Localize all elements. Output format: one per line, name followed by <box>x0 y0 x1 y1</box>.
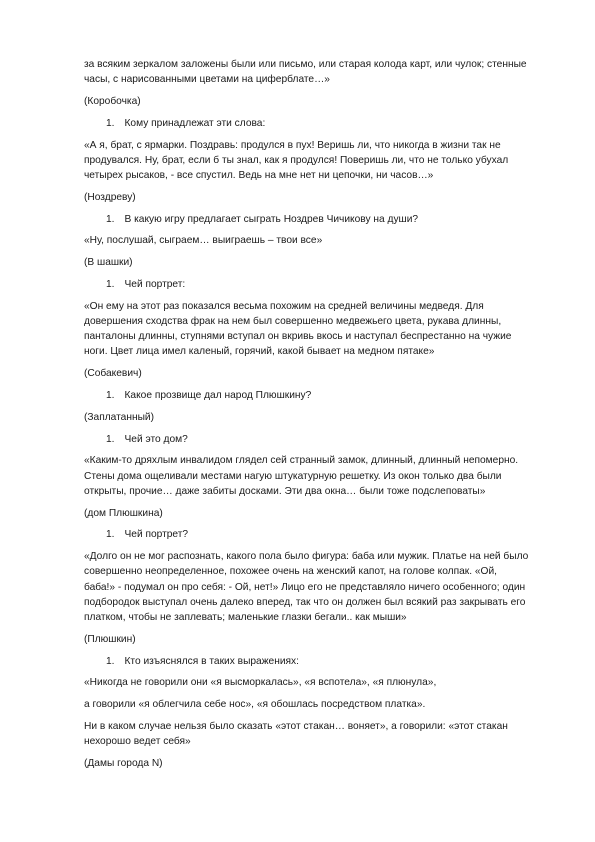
question-which-game <box>84 212 530 227</box>
answer-nozdrev <box>84 190 530 205</box>
text-line: довершения сходства фрак на нем был совершенно медвежьего цвета, рукава длинны, <box>84 315 502 327</box>
answer-plyushkin <box>84 632 530 647</box>
text-line: платком, чтобы не заплевать; маленькие глазки бегали.. как мыши» <box>84 611 407 623</box>
question-whose-portrait-2 <box>84 527 530 542</box>
text-line: совершенно неопределенное, похожее очень на женский капот, на голове колпак. «Ой, <box>84 566 497 578</box>
text-line: Стены дома ощеливали местами нагую штукатурную решетку. Из окон только два были <box>84 470 502 482</box>
question-text: Чей портрет: <box>124 278 186 290</box>
text-line: часы, с нарисованными цветами на циферблате…» <box>84 74 330 86</box>
answer-ladies <box>84 756 530 771</box>
answer-patched <box>84 410 530 425</box>
text-line: (Коробочка) <box>84 96 141 107</box>
text-line: ноги. Цвет лица имел каленый, горячий, какой бывает на медном пятаке» <box>84 346 435 358</box>
question-text: В какую игру предлагает сыграть Ноздрев Чичикову на души? <box>124 213 419 225</box>
text-line: Ни в каком случае нельзя было сказать «этот стакан… воняет», а говорили: «этот стакан <box>84 720 508 732</box>
text-line: (дом Плюшкина) <box>84 507 163 519</box>
quote-but-said <box>84 697 530 712</box>
list-number: 1. <box>106 433 115 445</box>
text-line: «Каким-то дряхлым инвалидом глядел сей странный замок, длинный, длинный непомерно. <box>84 455 519 467</box>
text-line: «Никогда не говорили они «я высморкалась», «я вспотела», «я плюнула», <box>84 677 437 689</box>
quote-from-fair <box>84 138 530 184</box>
answer-korobochka <box>84 94 530 109</box>
answer-checkers <box>84 255 530 270</box>
text-line: за всяким зеркалом заложены были или письмо, или старая колода карт, или чулок; стенные <box>84 59 527 70</box>
text-line: подбородок выступал очень далеко вперед, так что он должен был всякий раз закрывать его <box>84 596 526 608</box>
question-nickname <box>84 388 530 403</box>
text-line: «Он ему на этот раз показался весьма похожим на средней величины медведя. Для <box>84 300 484 312</box>
list-number: 1. <box>106 529 115 541</box>
question-whose-words <box>84 116 530 131</box>
text-line: открыты, прочие… даже забиты досками. Эти два окна… были тоже подслеповаты» <box>84 485 486 497</box>
quote-decrepit-castle <box>84 453 530 499</box>
list-number: 1. <box>106 213 115 225</box>
list-number: 1. <box>106 278 115 290</box>
text-line: продувался. Ну, брат, если б ты знал, как я продулся! Поверишь ли, что не только убухал <box>84 154 509 166</box>
text-line: «А я, брат, с ярмарки. Поздравь: продулся в пух! Веришь ли, что никогда в жизни так не <box>84 139 501 151</box>
text-line: «Ну, послушай, сыграем… выиграешь – твои все» <box>84 235 323 247</box>
text-line: нехорошо ведет себя» <box>84 736 191 748</box>
question-whose-portrait-1 <box>84 277 530 292</box>
text-line: баба!» - подумал он про себя: - Ой, нет!» Лицо его не представляло ничего особенного; один <box>84 581 526 593</box>
document-body <box>84 57 530 778</box>
text-line: (Заплатанный) <box>84 411 154 423</box>
list-number: 1. <box>106 117 115 129</box>
quote-figure-portrait <box>84 549 530 625</box>
quote-glass <box>84 719 530 749</box>
text-line: (Дамы города N) <box>84 757 163 769</box>
question-text: Чей это дом? <box>124 433 188 445</box>
text-line: (Плюшкин) <box>84 633 136 645</box>
quote-lets-play <box>84 233 530 248</box>
question-text: Кто изъяснялся в таких выражениях: <box>124 655 299 667</box>
question-text: Кому принадлежат эти слова: <box>124 117 266 129</box>
question-text: Чей портрет? <box>124 529 189 541</box>
quote-bear-portrait <box>84 299 530 360</box>
text-line: (Собакевич) <box>84 368 142 380</box>
text-line: а говорили «я облегчила себе нос», «я обошлась посредством платка». <box>84 699 426 711</box>
answer-sobakevich <box>84 366 530 381</box>
answer-plyushkin-house <box>84 506 530 521</box>
question-whose-house <box>84 432 530 447</box>
list-number: 1. <box>106 389 115 401</box>
text-line: (В шашки) <box>84 257 133 269</box>
list-number: 1. <box>106 655 115 667</box>
question-who-expressed <box>84 654 530 669</box>
quote-never-said <box>84 675 530 690</box>
text-line: «Долго он не мог распознать, какого пола было фигура: баба или мужик. Платье на ней было <box>84 551 529 563</box>
text-line: четырех рысаков, - все спустил. Ведь на мне нет ни цепочки, ни часов…» <box>84 170 434 181</box>
quote-mirror-lines <box>84 57 530 87</box>
text-line: панталоны длинны, ступнями вступал он вкривь вкось и наступал беспрестанно на чужие <box>84 331 512 343</box>
question-text: Какое прозвище дал народ Плюшкину? <box>124 389 312 401</box>
text-line: (Ноздреву) <box>84 191 136 203</box>
